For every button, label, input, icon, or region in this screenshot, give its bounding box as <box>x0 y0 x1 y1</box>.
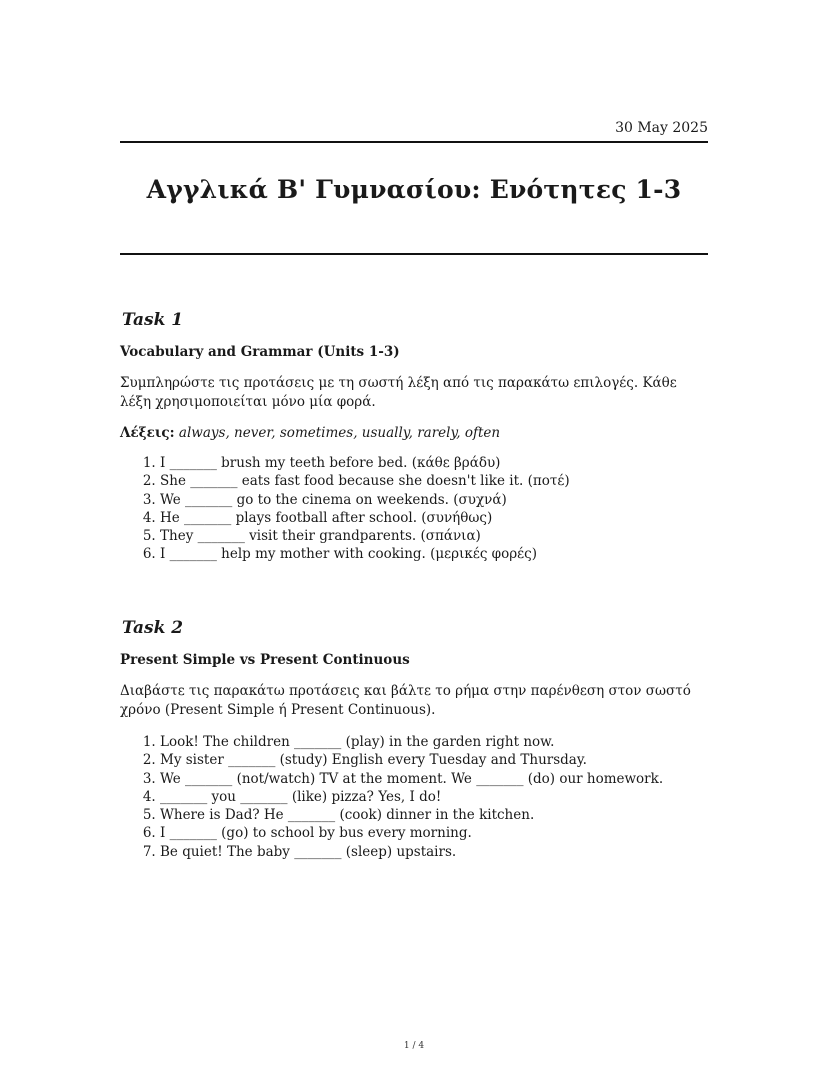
task-2-list <box>120 733 708 861</box>
task-1-item: 6. I _______ help my mother with cooking. (μερικές φορές) <box>160 545 708 563</box>
task-2-item: 3. We _______ (not/watch) TV at the moment. We _______ (do) our homework. <box>160 770 708 788</box>
task-1-subheading: Vocabulary and Grammar (Units 1-3) <box>120 344 400 360</box>
task-1-item: 3. We _______ go to the cinema on weekends. (συχνά) <box>160 491 708 509</box>
task-2-item: 2. My sister _______ (study) English every Tuesday and Thursday. <box>160 751 708 769</box>
word-bank <box>120 425 708 441</box>
page-number: 1 / 4 <box>403 1041 425 1051</box>
word-bank-list: always, never, sometimes, usually, rarely, often <box>178 425 501 441</box>
task-2-subheading: Present Simple vs Present Continuous <box>120 652 410 668</box>
title-divider <box>120 253 708 255</box>
word-bank-label: Λέξεις: <box>120 425 175 441</box>
task-2-item: 7. Be quiet! The baby _______ (sleep) upstairs. <box>160 843 708 861</box>
task-2-item: 4. _______ you _______ (like) pizza? Yes, I do! <box>160 788 708 806</box>
task-1-section <box>120 310 708 564</box>
task-1-item: 4. He _______ plays football after school. (συνήθως) <box>160 509 708 527</box>
task-1-item: 5. They _______ visit their grandparents. (σπάνια) <box>160 527 708 545</box>
task-2-section <box>120 618 708 861</box>
task-1-instructions: Συμπληρώστε τις προτάσεις με τη σωστή λέξη από τις παρακάτω επιλογές. Κάθε λέξη χρησιμοποιείται μόνο μία φορά. <box>120 375 677 410</box>
task-2-item: 5. Where is Dad? He _______ (cook) dinner in the kitchen. <box>160 806 708 824</box>
task-2-heading: Task 2 <box>122 618 184 638</box>
task-2-instructions: Διαβάστε τις παρακάτω προτάσεις και βάλτε το ρήμα στην παρένθεση στον σωστό χρόνο (Present Simple ή Present Continuous). <box>120 683 691 718</box>
task-1-item: 2. She _______ eats fast food because she doesn't like it. (ποτέ) <box>160 472 708 490</box>
task-1-list <box>120 454 708 564</box>
task-2-item: 1. Look! The children _______ (play) in the garden right now. <box>160 733 708 751</box>
task-1-item: 1. I _______ brush my teeth before bed. (κάθε βράδυ) <box>160 454 708 472</box>
task-1-heading: Task 1 <box>122 310 184 330</box>
page-title: Αγγλικά Β' Γυμνασίου: Ενότητες 1-3 <box>146 175 682 204</box>
document-date: 30 May 2025 <box>615 120 708 136</box>
task-2-item: 6. I _______ (go) to school by bus every morning. <box>160 824 708 842</box>
header-divider <box>120 141 708 143</box>
